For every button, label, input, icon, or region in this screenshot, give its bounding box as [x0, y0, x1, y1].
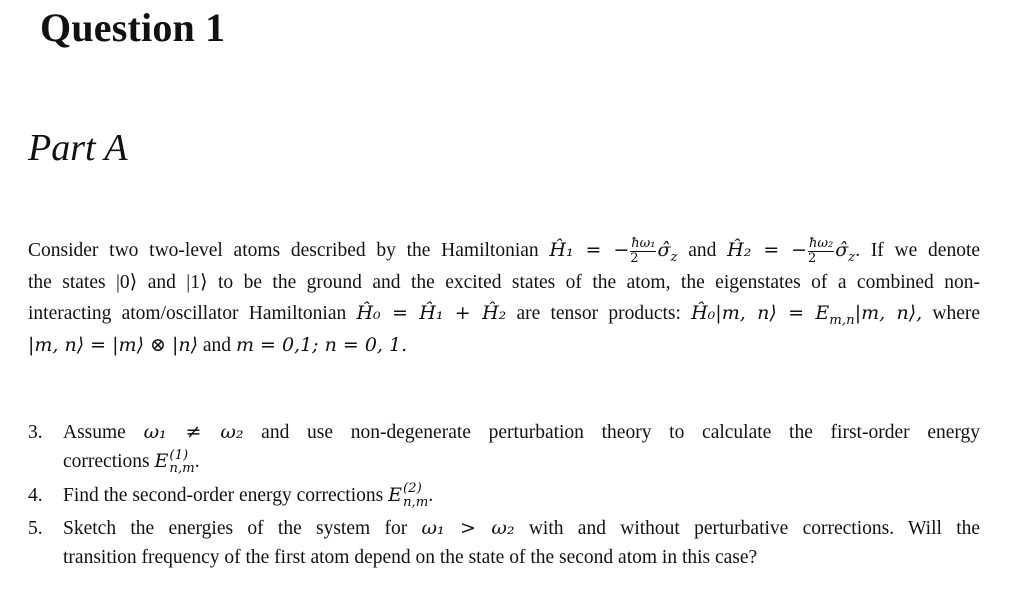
tensor-product: |m, n⟩ = |m⟩ ⊗ |n⟩ — [28, 334, 199, 357]
question-4-line-1: Find the second-order energy corrections E (2) n,m . — [63, 481, 434, 510]
intro-text: Consider two two-level atoms described by the Hamiltonian — [28, 240, 539, 261]
hamiltonian-h2: Ĥ₂ = − $\frac{\text{ħω₂}}{2}$ $\sigmâ_z$ — [727, 235, 856, 266]
intro-line-3 — [28, 299, 980, 331]
intro-line-4 — [28, 331, 980, 361]
first-order-correction: E (1) n,m — [154, 447, 195, 477]
fraction-h2: $\frac{\text{ħω₂}}{2}$ — [808, 235, 834, 266]
and-word: and — [677, 240, 728, 261]
question-number: 4. — [28, 484, 43, 506]
hamiltonian-h1: Ĥ₁ = − $\frac{\text{ħω₁}}{2}$ $\sigmâ_z$ — [549, 235, 678, 266]
question-5-line-2: transition frequency of the first atom depend on the state of the second atom in this case? — [63, 547, 758, 568]
frequency-condition: ω₁ ≠ ω₂ — [143, 421, 244, 443]
intro-text: where — [932, 302, 981, 324]
frequency-condition: ω₁ > ω₂ — [421, 516, 515, 539]
question-5-line-1: Sketch the energies of the system for ω₁ > ω₂ with and without perturbative corrections. Will the — [63, 516, 981, 539]
part-heading: Part A — [28, 127, 128, 169]
question-item-5 — [28, 514, 980, 573]
intro-text: interacting atom/oscillator Hamiltonian — [28, 302, 347, 324]
intro-text: are tensor products: — [516, 302, 681, 324]
intro-line-1 — [28, 236, 980, 268]
question-heading: Question 1 — [40, 5, 226, 50]
and-word: and — [198, 335, 236, 357]
hamiltonian-h0-sum: Ĥ₀ = Ĥ₁ + Ĥ₂ — [356, 301, 507, 324]
question-3-line-1: Assume ω₁ ≠ ω₂ and use non-degenerate perturbation theory to calculate the first-order energy — [63, 421, 981, 443]
intro-line-2: the states |0⟩ and |1⟩ to be the ground and the excited states of the atom, the eigenstates of a combined non- — [28, 272, 980, 294]
intro-paragraph — [28, 236, 980, 361]
question-item-4 — [28, 481, 980, 510]
index-range: m = 0,1; n = 0, 1. — [235, 334, 408, 357]
intro-text: . If we denote — [855, 240, 981, 261]
eigen-equation: Ĥ₀|m, n⟩ = $E_{m,n}|m$, n⟩, — [691, 301, 923, 328]
question-3-line-2: corrections E (1) n,m . — [63, 447, 200, 477]
second-order-correction: E (2) n,m — [388, 481, 429, 510]
question-number: 5. — [28, 517, 43, 539]
fraction-h1: $\frac{\text{ħω₁}}{2}$ — [630, 235, 656, 266]
question-item-3 — [28, 418, 980, 477]
question-number: 3. — [28, 422, 43, 443]
question-list — [28, 418, 980, 576]
